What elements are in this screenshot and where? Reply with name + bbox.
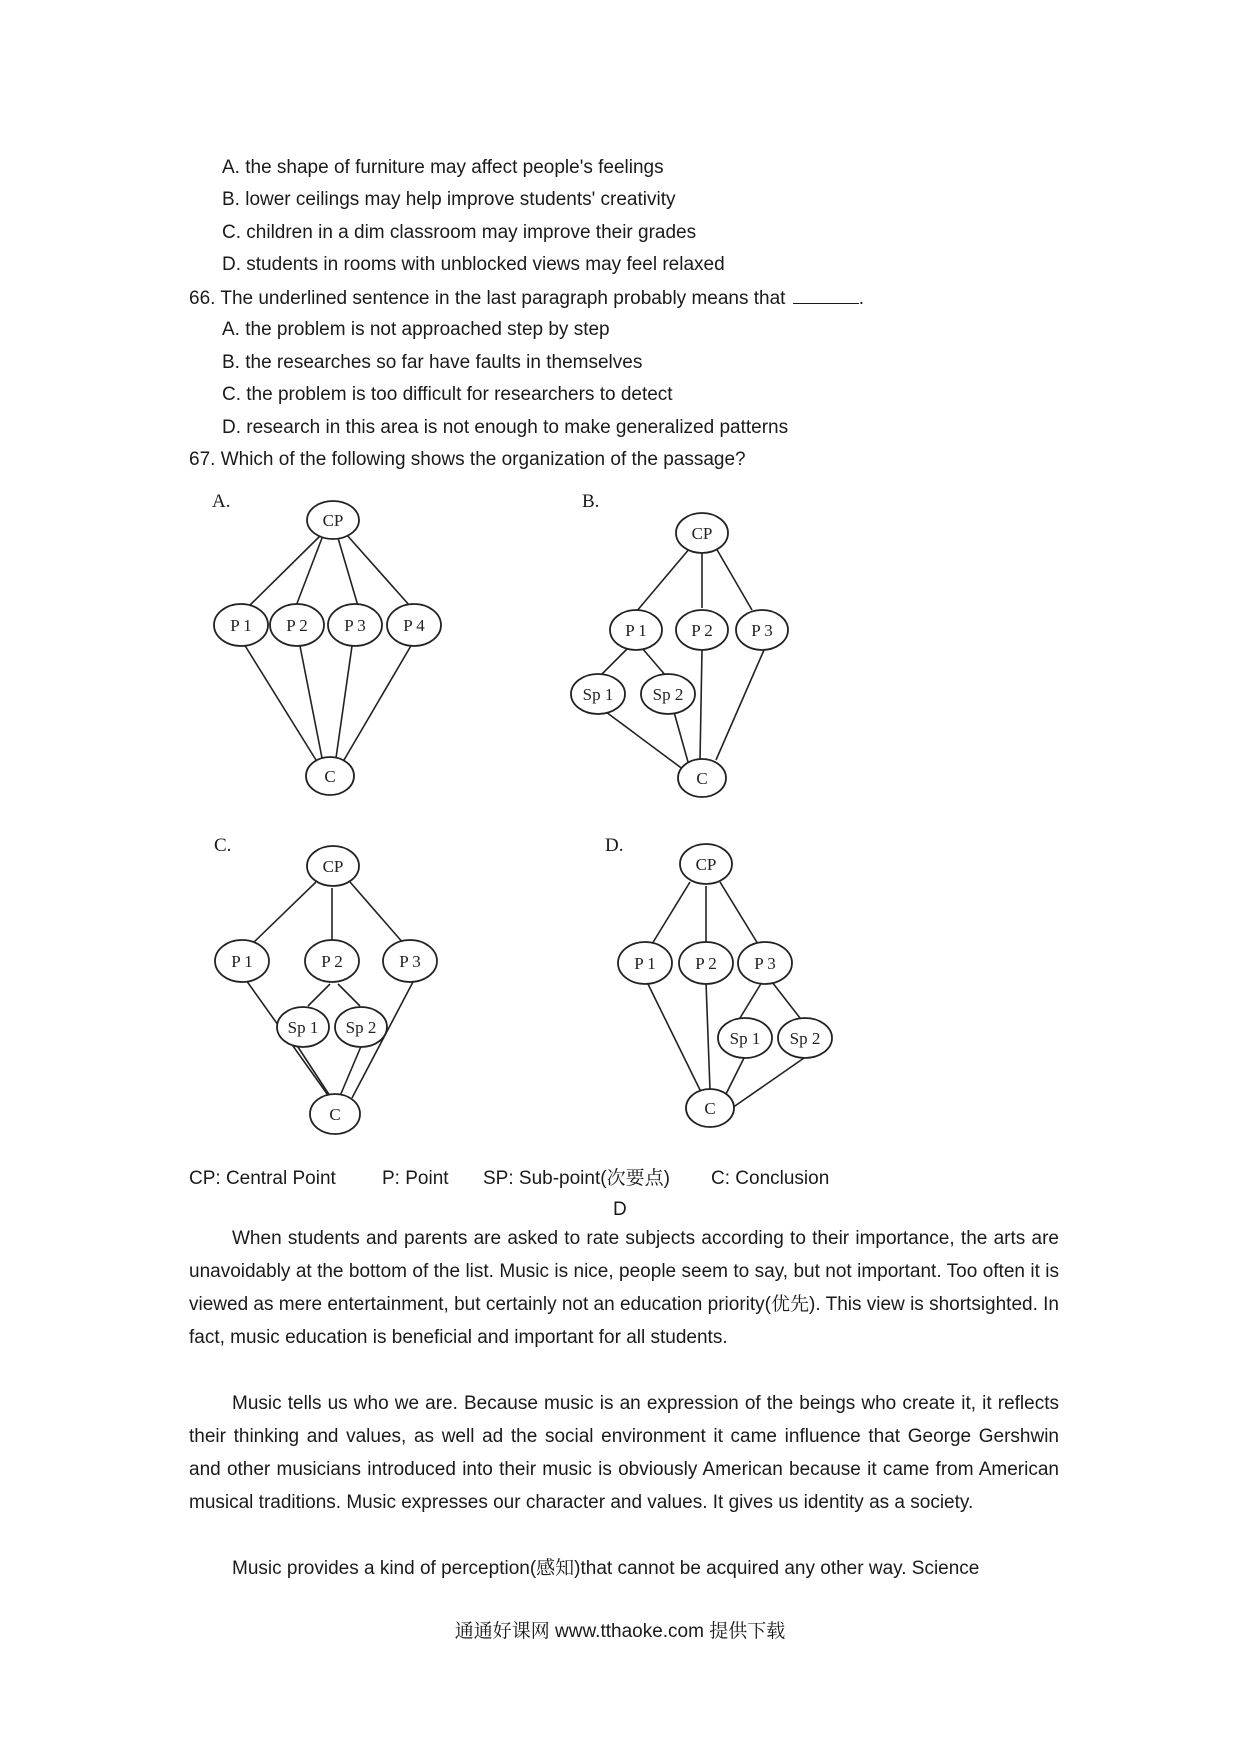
svg-text:CP: CP xyxy=(322,511,344,530)
diagram-d-node-p2 xyxy=(679,942,733,984)
svg-text:P 2: P 2 xyxy=(286,616,308,635)
diagram-a-label: A. xyxy=(212,491,231,512)
diagram-d-label: D. xyxy=(605,835,624,856)
svg-text:Sp 2: Sp 2 xyxy=(652,685,684,704)
diagram-d-node-p3 xyxy=(738,942,792,984)
diagram-c-node-p2 xyxy=(305,940,359,982)
diagram-c-node-sp1 xyxy=(277,1007,329,1047)
diagram-b-node-sp2 xyxy=(641,674,695,714)
diagram-a-node-p3 xyxy=(328,604,382,646)
svg-text:P 2: P 2 xyxy=(321,952,343,971)
diagram-b-node-sp1 xyxy=(571,674,625,714)
diagram-b-node-p2 xyxy=(676,610,728,650)
legend-cp: CP: Central Point xyxy=(189,1168,336,1189)
diagram-c-node-cp xyxy=(307,846,359,886)
diagram-a-node-cp xyxy=(307,501,359,539)
svg-text:P 2: P 2 xyxy=(695,954,717,973)
q66-stem-end: . xyxy=(858,288,865,309)
diagram-d-node-sp1 xyxy=(718,1018,772,1058)
q65-option-d: D. students in rooms with unblocked views may feel relaxed xyxy=(222,254,725,275)
svg-text:CP: CP xyxy=(691,524,713,543)
svg-text:P 1: P 1 xyxy=(231,952,253,971)
diagram-c-node-p1 xyxy=(215,940,269,982)
diagram-b-node-p3 xyxy=(736,610,788,650)
svg-text:Sp 1: Sp 1 xyxy=(287,1018,319,1037)
svg-text:P 3: P 3 xyxy=(754,954,776,973)
legend-sp: SP: Sub-point(次要点) xyxy=(483,1168,670,1189)
diagram-a-node-p2 xyxy=(270,604,324,646)
q65-option-a: A. the shape of furniture may affect people's feelings xyxy=(222,157,664,178)
diagram-b-node-c xyxy=(678,759,726,797)
diagram-b-node-cp xyxy=(676,513,728,553)
diagram-b-node-p1 xyxy=(610,610,662,650)
diagram-c-node-sp2 xyxy=(335,1007,387,1047)
diagram-d-node-p1 xyxy=(618,942,672,984)
svg-text:P 1: P 1 xyxy=(230,616,252,635)
diagram-d-node-c xyxy=(686,1089,734,1127)
diagram-d-node-cp xyxy=(680,844,732,884)
diagram-c-node-c xyxy=(310,1094,360,1134)
diagram-a-node-p4 xyxy=(387,604,441,646)
diagram-d-node-sp2 xyxy=(778,1018,832,1058)
diagram-a-node-p1 xyxy=(214,604,268,646)
svg-text:P 1: P 1 xyxy=(634,954,656,973)
legend-c: C: Conclusion xyxy=(711,1168,830,1189)
paragraph-1: When students and parents are asked to rate subjects according to their importance, the arts are unavoidably at the bottom of the list. Music is nice, people seem to say, but not important. Too often it is viewed as mere entertainment, but certainly not an education priority(优先). This view is shortsighted. In fact, music education is beneficial and important for all students. xyxy=(189,1228,1059,1348)
legend-p: P: Point xyxy=(382,1168,449,1189)
q66-stem-text: 66. The underlined sentence in the last paragraph probably means that xyxy=(189,288,786,309)
q66-option-d: D. research in this area is not enough to make generalized patterns xyxy=(222,417,789,438)
svg-text:P 3: P 3 xyxy=(399,952,421,971)
q65-option-b: B. lower ceilings may help improve students' creativity xyxy=(222,189,676,210)
svg-text:P 4: P 4 xyxy=(403,616,425,635)
svg-text:C: C xyxy=(696,769,708,788)
svg-text:CP: CP xyxy=(322,857,344,876)
diagram-a-node-c xyxy=(306,757,354,795)
paragraph-3: Music provides a kind of perception(感知)that cannot be acquired any other way. Science xyxy=(232,1558,980,1579)
svg-text:C: C xyxy=(324,767,336,786)
q66-option-a: A. the problem is not approached step by step xyxy=(222,319,610,340)
q65-option-c: C. children in a dim classroom may improve their grades xyxy=(222,222,697,243)
q66-option-c: C. the problem is too difficult for researchers to detect xyxy=(222,384,673,405)
svg-text:P 3: P 3 xyxy=(344,616,366,635)
paragraph-2: Music tells us who we are. Because music is an expression of the beings who create it, it reflects their thinking and values, as well ad the social environment it came influence that George Gershwin and other musicians introduced into their music is obviously American because it came from American musical traditions. Music expresses our character and values. It gives us identity as a society. xyxy=(189,1393,1059,1513)
footer-credit: 通通好课网 www.tthaoke.com 提供下载 xyxy=(454,1621,786,1642)
svg-text:P 2: P 2 xyxy=(691,621,713,640)
section-letter: D xyxy=(613,1199,627,1220)
diagram-c-node-p3 xyxy=(383,940,437,982)
svg-text:Sp 1: Sp 1 xyxy=(729,1029,761,1048)
diagram-c-label: C. xyxy=(214,835,232,856)
diagram-b-label: B. xyxy=(582,491,600,512)
svg-text:P 1: P 1 xyxy=(625,621,647,640)
q67-stem: 67. Which of the following shows the organization of the passage? xyxy=(189,449,746,470)
svg-text:Sp 2: Sp 2 xyxy=(345,1018,377,1037)
svg-text:Sp 2: Sp 2 xyxy=(789,1029,821,1048)
svg-text:C: C xyxy=(704,1099,716,1118)
svg-text:Sp 1: Sp 1 xyxy=(582,685,614,704)
svg-text:CP: CP xyxy=(695,855,717,874)
svg-text:P 3: P 3 xyxy=(751,621,773,640)
svg-text:C: C xyxy=(329,1105,341,1124)
q66-option-b: B. the researches so far have faults in themselves xyxy=(222,352,643,373)
